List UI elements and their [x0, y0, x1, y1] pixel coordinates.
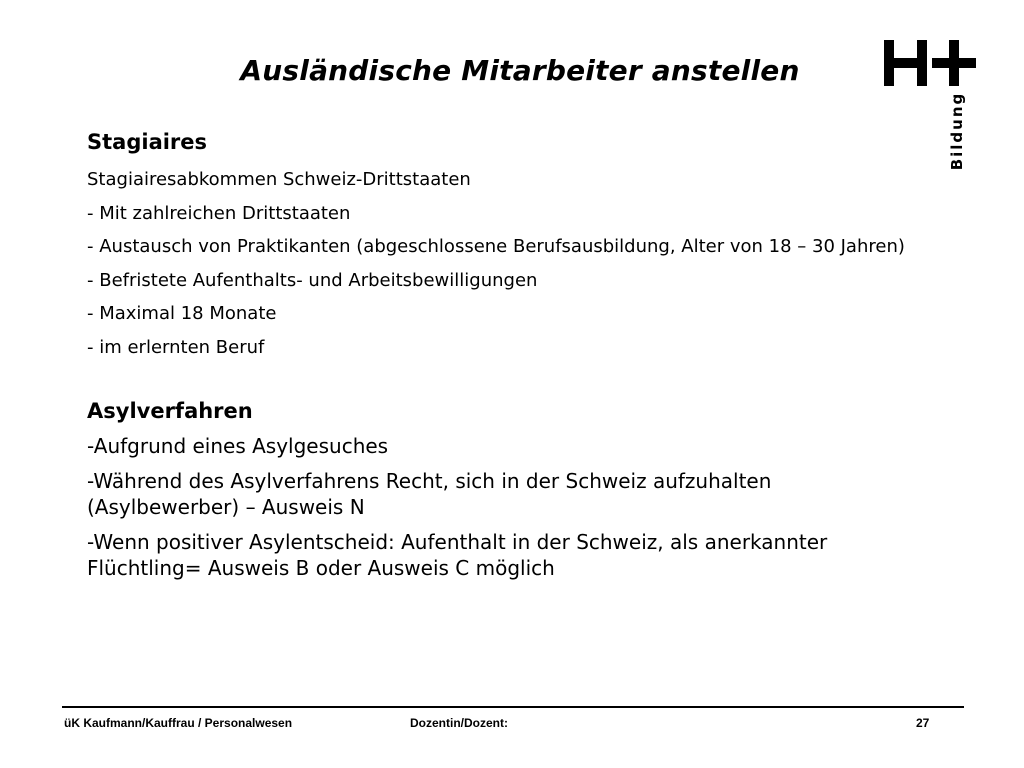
logo-bildung-text [943, 91, 971, 171]
footer-lecturer-label: Dozentin/Dozent: [410, 716, 508, 730]
section-heading-stagiaires: Stagiaires [87, 130, 208, 154]
h-plus-logo-mark [884, 40, 976, 86]
list-item: - Befristete Aufenthalts- und Arbeitsbewilligungen [87, 269, 538, 291]
footer-divider [62, 706, 964, 708]
footer-course: üK Kaufmann/Kauffrau / Personalwesen [64, 716, 293, 730]
list-item: -Wenn positiver Asylentscheid: Aufenthalt in der Schweiz, als anerkannter Flüchtling= Ausweis B oder Ausweis C möglich [87, 530, 828, 581]
section-intro: Stagiairesabkommen Schweiz-Drittstaaten [87, 169, 471, 191]
slide-title: Ausländische Mitarbeiter anstellen [240, 54, 800, 87]
slide-content [87, 130, 927, 581]
page-number: 27 [916, 716, 930, 730]
list-item: - Mit zahlreichen Drittstaaten [87, 202, 351, 224]
list-item: - Maximal 18 Monate [87, 303, 277, 325]
list-item: -Aufgrund eines Asylgesuches [87, 434, 389, 459]
list-item: -Während des Asylverfahrens Recht, sich in der Schweiz aufzuhalten (Asylbewerber) – Ausweis N [87, 469, 772, 520]
list-item: - Austausch von Praktikanten (abgeschlossene Berufsausbildung, Alter von 18 – 30 Jahren) [87, 236, 905, 258]
logo-subtext: Bildung [948, 91, 966, 171]
section-heading-asylverfahren: Asylverfahren [87, 399, 253, 424]
list-item: - im erlernten Beruf [87, 336, 265, 358]
